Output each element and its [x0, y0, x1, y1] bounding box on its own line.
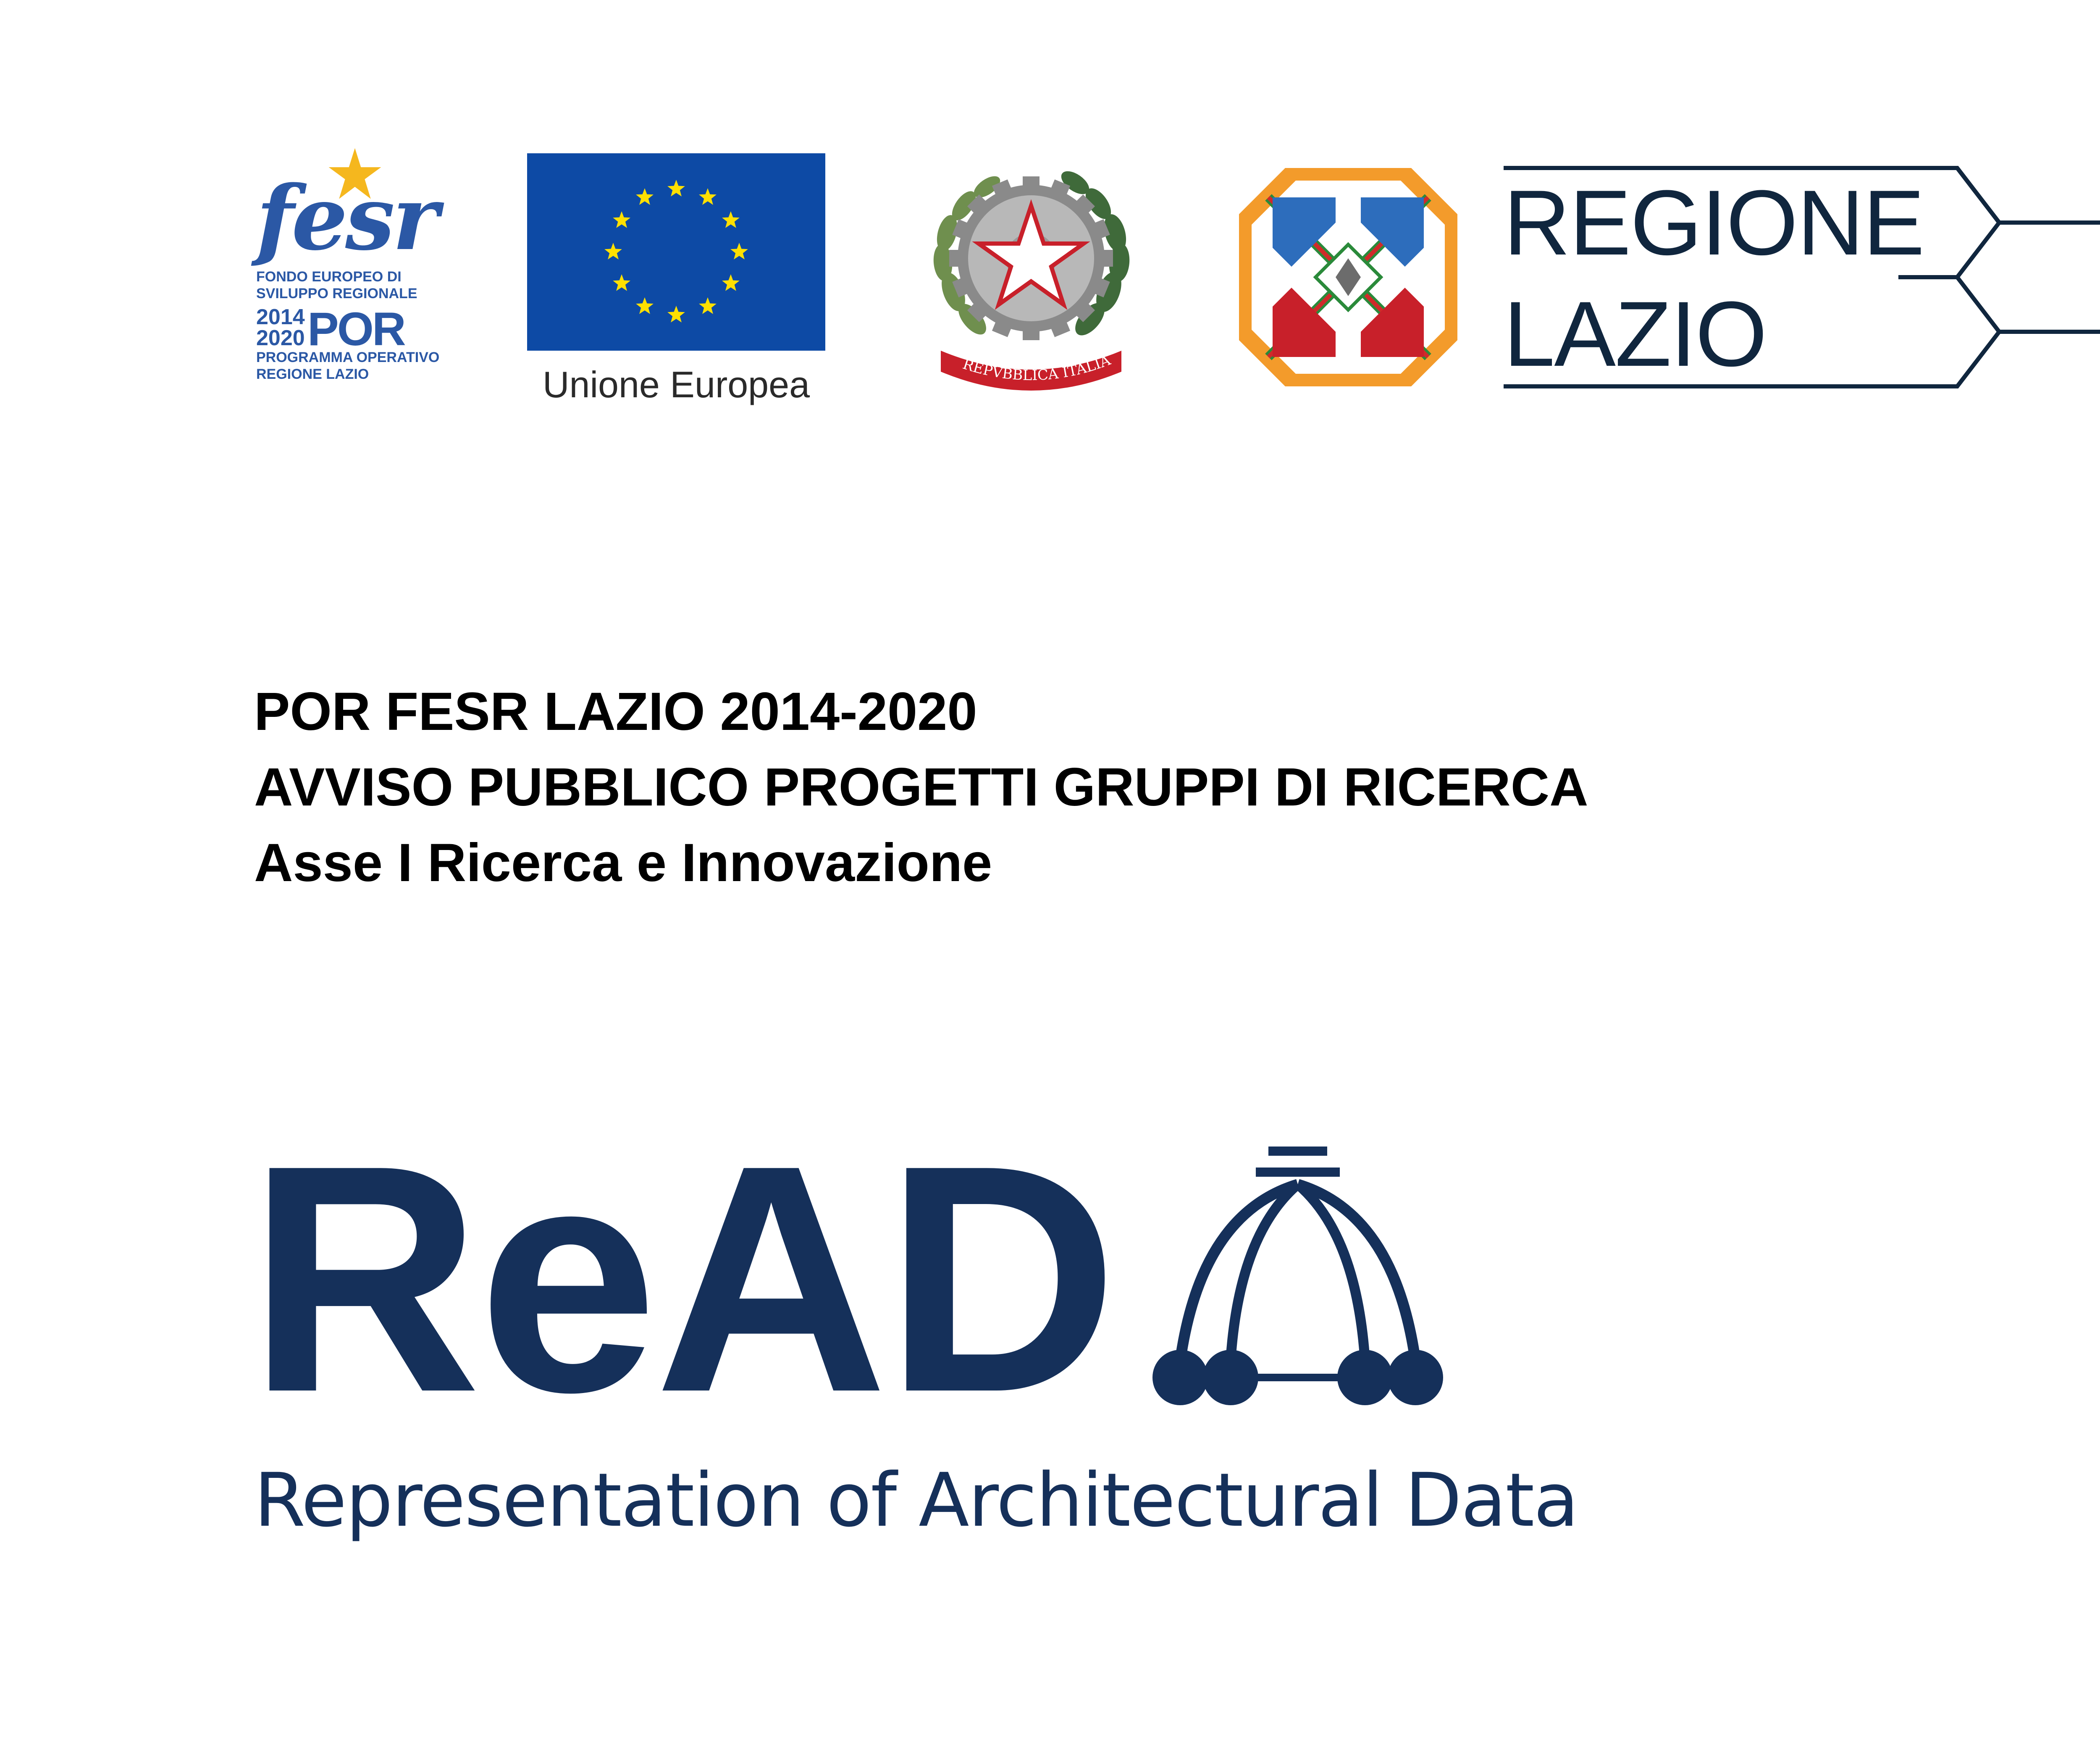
regione-lazio-shield: [1235, 164, 1462, 391]
fesr-year-end: 2020: [256, 326, 305, 350]
lazio-line-1: REGIONE: [1504, 171, 1924, 274]
dome-icon: [1142, 1142, 1462, 1411]
eu-logo: [527, 153, 825, 405]
cog-tooth: [949, 250, 966, 267]
heading-call: AVVISO PUBBLICO PROGETTI GRUPPI DI RICERCA: [254, 757, 1588, 817]
cog-tooth: [1023, 176, 1040, 193]
fesr-line-1: FONDO EUROPEO DI: [256, 269, 402, 285]
fesr-logo: [252, 147, 440, 407]
cog-tooth: [1023, 323, 1040, 340]
cog-tooth: [1096, 250, 1113, 267]
fesr-wordmark: fesr: [256, 166, 436, 270]
eu-flag-icon: [527, 153, 825, 351]
lazio-coat-of-arms-icon: [1235, 164, 1462, 391]
emblem-ribbon-text: REPVBBLICA ITALIA: [961, 352, 1113, 384]
fesr-line-2: SVILUPPO REGIONALE: [256, 286, 417, 302]
read-tagline: Representation of Architectural Data: [254, 1457, 1578, 1543]
fesr-line-3: PROGRAMMA OPERATIVO: [256, 349, 440, 365]
fesr-acronym: POR: [307, 303, 404, 355]
regione-lazio-logotype: [1495, 164, 2100, 391]
read-dome-mark: [1142, 1142, 1462, 1411]
republic-emblem-icon: [924, 153, 1138, 397]
fesr-line-4: REGIONE LAZIO: [256, 366, 369, 382]
italian-republic-emblem: [924, 153, 1138, 397]
lazio-line-2: LAZIO: [1504, 282, 1767, 386]
eu-caption: Unione Europea: [542, 364, 810, 405]
heading-program: POR FESR LAZIO 2014-2020: [254, 682, 977, 742]
fesr-year-start: 2014: [256, 305, 305, 329]
read-wordmark: ReAD: [248, 1098, 1115, 1459]
heading-axis: Asse I Ricerca e Innovazione: [254, 833, 992, 893]
